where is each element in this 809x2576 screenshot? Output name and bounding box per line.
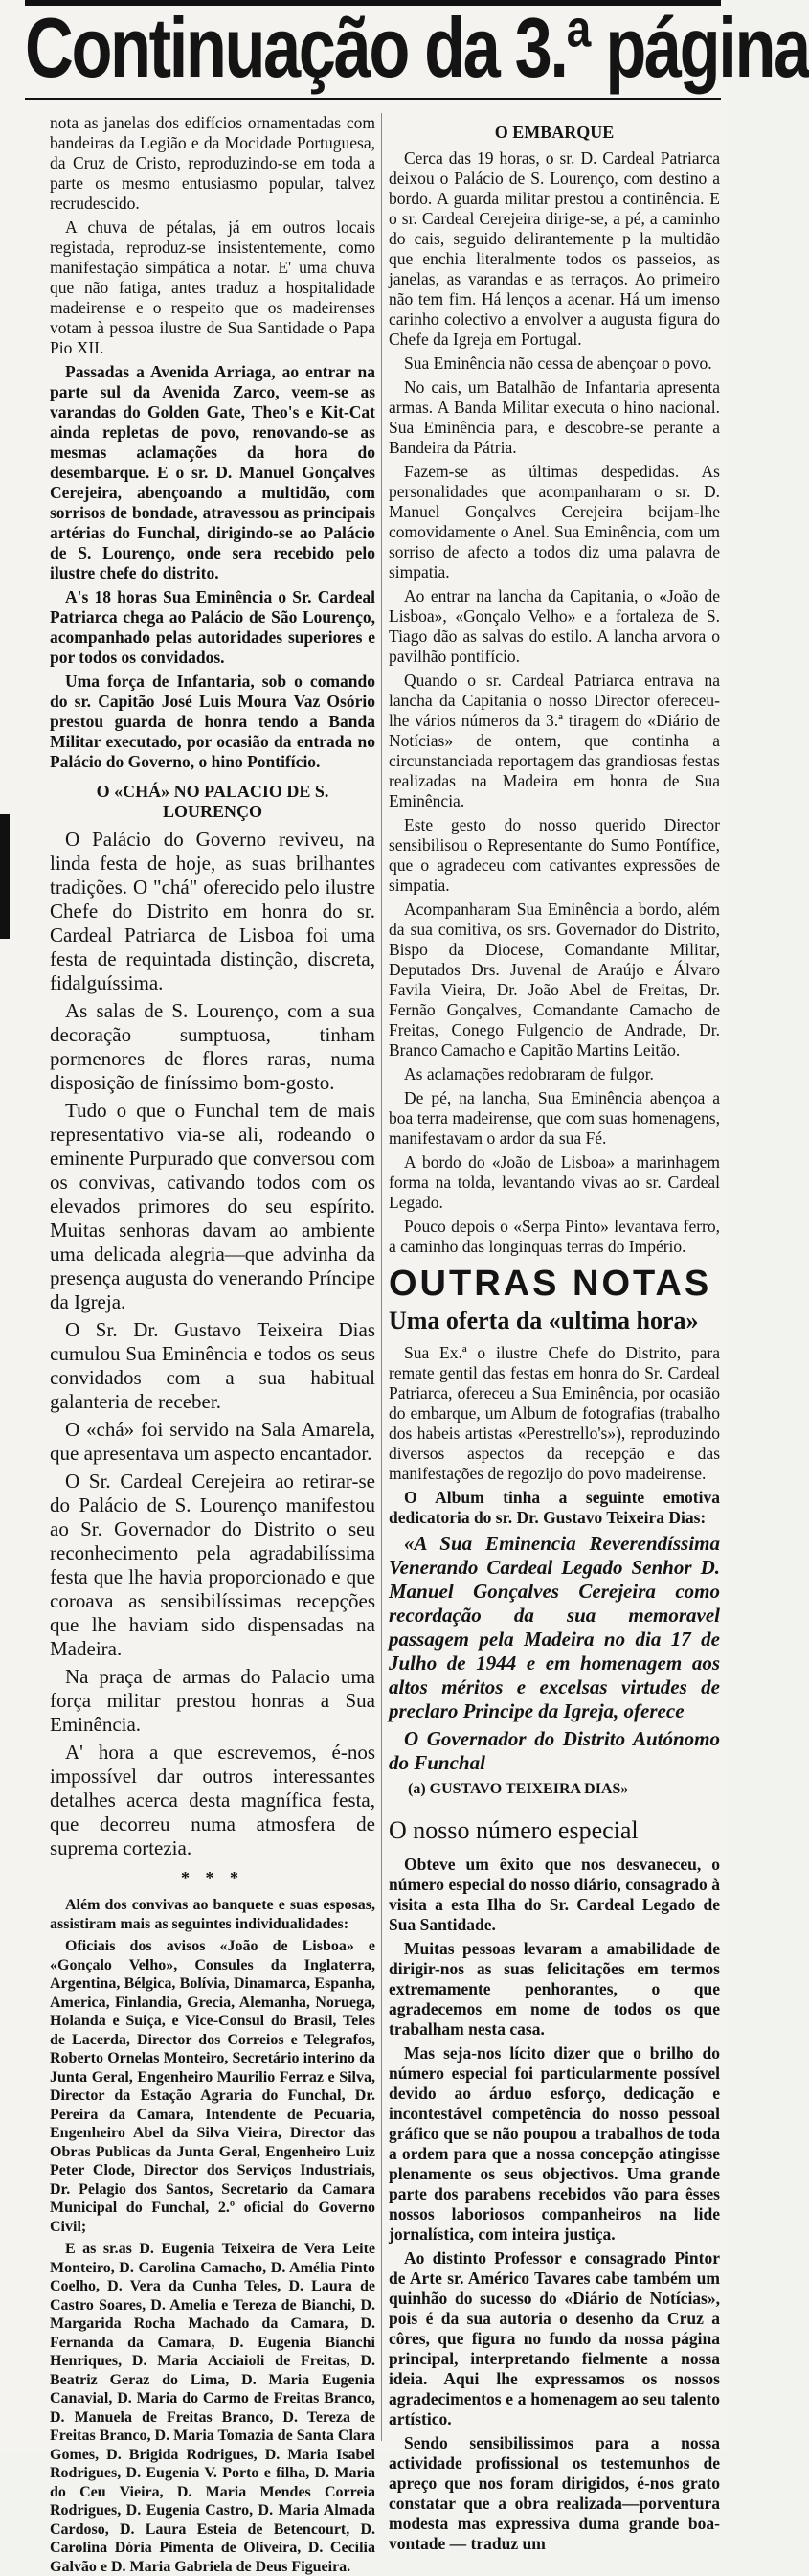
article-paragraph: Pouco depois o «Serpa Pinto» levantava ferro, a caminho das longinquas terras do Império. (389, 1217, 720, 1256)
article-paragraph: A' hora a que escrevemos, é-nos impossível dar outros interessantes detalhes acerca desta magnífica festa, que decorreu numa atmosfera de suprema cortezia. (50, 1741, 375, 1859)
article-paragraph: O Sr. Cardeal Cerejeira ao retirar-se do Palácio de S. Lourenço manifestou ao Sr. Governador do Distrito o seu reconhecimento pela agradabilíssima festa que lhe havia proporcionado e que coroava as sensibilíssimas recepções que lhe haviam sido dispensadas na Madeira. (50, 1470, 375, 1660)
right-column (389, 113, 720, 2553)
article-paragraph: Muitas pessoas levaram a amabilidade de dirigir-nos as suas felicitações em termos extremamente penhorantes, o que agradecemos em nome de todos os que trabalham nesta casa. (389, 1939, 720, 2039)
article-paragraph: nota as janelas dos edifícios ornamentadas com bandeiras da Legião e da Mocidade Portuguesa, da Cruz de Cristo, reproduzindo-se em toda a parte os mesmo entusiasmo popular, talvez recrudescido. (50, 113, 375, 213)
article-paragraph: A chuva de pétalas, já em outros locais registada, reproduz-se insistentemente, como manifestação simpática a notar. E' uma chuva que não fatiga, antes traduz a hospitalidade madeirense e o respeito que os madeirenses votam à pessoa ilustre de Sua Santidade o Papa Pio XII. (50, 217, 375, 357)
left-column (50, 113, 375, 2575)
article-paragraph: Ao distinto Professor e consagrado Pintor de Arte sr. Américo Tavares cabe também um quinhão do sucesso do «Diário de Notícias», pois é da sua autoria o desenho da Cruz a côres, que figura no fundo da nossa página principal, interpretando fielmente a nossa ideia. Aqui lhe expressamos os nossos agradecimentos e a homenagem ao seu talento artístico. (389, 2248, 720, 2428)
article-paragraph: Tudo o que o Funchal tem de mais representativo via-se ali, rodeando o eminente Purpurado que conversou com os convivas, cativando todos com os elevados primores do seu espírito. Muitas senhoras davam ao ambiente uma delicada alegria—que advinha da presença augusta do venerando Príncipe da Igreja. (50, 1099, 375, 1313)
article-paragraph: Acompanharam Sua Eminência a bordo, além da sua comitiva, os srs. Governador do Distrito, Bispo da Diocese, Comandante Militar, Deputados Drs. Juvenal de Araújo e Álvaro Favila Vieira, Dr. João Abel de Freitas, Dr. Fernão Gonçalves, Comandante Camacho de Freitas, Conego Fulgencio de Andrade, Dr. Branco Camacho e Capitão Martins Leitão. (389, 900, 720, 1060)
album-dedication: «A Sua Eminencia Reverendíssima Venerando Cardeal Legado Senhor D. Manuel Gonçalves Cerejeira como recordação da sua memoravel passagem pela Madeira no dia 17 de Julho de 1944 e em homenagem aos altos méritos e excelsas virtudes de preclaro Principe da Igreja, oferece (389, 1532, 720, 1722)
attendee-list-ladies: E as sr.as D. Eugenia Teixeira de Vera Leite Monteiro, D. Carolina Camacho, D. Amélia Pinto Coelho, D. Vera da Cunha Teles, D. Laura de Castro Soares, D. Amelia e Tereza de Bianchi, D. Margarida Rocha Machado da Camara, D. Fernanda da Camara, D. Eugenia Bianchi Henriques, D. Maria Acciaioli de Freitas, D. Beatriz Geraz do Lima, D. Maria Eugenia Canavial, D. Maria do Carmo de Freitas Branco, D. Manuela de Freitas Branco, D. Tereza de Freitas Branco, D. Maria Tomazia de Santa Clara Gomes, D. Brigida Rodrigues, D. Maria Isabel Rodrigues, D. Eugenia V. Porto e filha, D. Maria do Ceu Vieira, D. Maria Mendes Correia Rodrigues, D. Eugenia Castro, D. Maria Almada Cardoso, D. Laura Esteia de Betencourt, D. Carolina Dória Pimenta de Oliveira, D. Cecília Galvão e D. Maria Gabriela de Deus Figueira. (50, 2241, 375, 2575)
article-paragraph: No cais, um Batalhão de Infantaria apresenta armas. A Banda Militar executa o hino nacional. Sua Eminência para, e descobre-se perante a Bandeira da Pátria. (389, 377, 720, 457)
section-divider-stars: * * * (181, 1868, 244, 1887)
section-heading-cha: O «CHÁ» NO PALACIO DE S. LOURENÇO (96, 782, 329, 821)
article-paragraph: Sua Ex.ª o ilustre Chefe do Distrito, para remate gentil das festas em honra do Sr. Cardeal Patriarca, ofereceu a Sua Eminência, por ocasião do embarque, um Album de fotografias (trabalho dos habeis artistas «Perestrello's»), reproduzindo diversos aspectos da recepção e das manifestações de regozijo do povo madeirense. (389, 1343, 720, 1483)
continuation-banner (25, 0, 809, 100)
article-paragraph: O Sr. Dr. Gustavo Teixeira Dias cumulou Sua Eminência e todos os seus convidados com a sua habitual galanteria de receber. (50, 1318, 375, 1413)
article-paragraph: Quando o sr. Cardeal Patriarca entrava na lancha da Capitania o nosso Director ofereceu-lhe vários números da 3.ª tiragem do «Diário de Notícias» de ontem, que continha a circunstanciada reportagem das grandiosas festas realizadas na Madeira em honra de Sua Eminência. (389, 671, 720, 810)
article-paragraph: Uma força de Infantaria, sob o comando do sr. Capitão José Luis Moura Vaz Osório prestou guarda de honra tendo a Banda Militar executado, por ocasião da entrada no Palácio do Governo, o hino Pontifício. (50, 672, 375, 771)
section-heading-outras-notas: OUTRAS NOTAS (389, 1264, 712, 1304)
article-paragraph: Este gesto do nosso querido Director sensibilisou o Representante do Sumo Pontífice, que o agradeceu com cativantes expressões de simpatia. (389, 815, 720, 895)
scan-edge-mark (0, 814, 10, 939)
attendee-list: Oficiais dos avisos «João de Lisboa» e «Gonçalo Velho», Consules da Inglaterra, Argentina, Bélgica, Bolívia, Dinamarca, Espanha, America, Finlandia, Grecia, Alemanha, Noruega, Holanda e Suiça, e Vice-Consul do Brasil, Teles de Lacerda, Director dos Correios e Telegrafos, Roberto Ornelas Monteiro, Secretário interino da Junta Geral, Engenheiro Maurilio Ferraz e Silva, Director da Estação Agraria do Funchal, Dr. Pereira da Camara, Intendente de Pecuaria, Engenheiro Abel da Silva Vieira, Director das Obras Publicas da Junta Geral, Engenheiro Luiz Peter Clode, Director dos Serviços Industriais, Dr. Pelagio dos Santos, Secretario da Camara Municipal do Funchal, 2.º oficial do Governo Civil; (50, 1938, 375, 2235)
article-paragraph: Passadas a Avenida Arriaga, ao entrar na parte sul da Avenida Zarco, veem-se as varandas do Golden Gate, Theo's e Kit-Cat ainda repletas de povo, renovando-se as mesmas aclamações da hora do desembarque. E o sr. D. Manuel Gonçalves Cerejeira, abençoando a multidão, com sorrisos de bondade, atravessou as principais artérias do Funchal, dirigindo-se ao Palácio de S. Lourenço, onde sera recebido pelo ilustre chefe do distrito. (50, 362, 375, 582)
article-paragraph: Sua Eminência não cessa de abençoar o povo. (404, 353, 712, 373)
subheading-oferta: Uma oferta da «ultima hora» (389, 1307, 699, 1334)
article-paragraph: Ao entrar na lancha da Capitania, o «João de Lisboa», «Gonçalo Velho» e a fortaleza de S. Tiago dão as salvas do estilo. A lancha arvora o pavilhão pontifício. (389, 586, 720, 666)
column-rule (381, 113, 382, 2441)
article-paragraph: De pé, na lancha, Sua Eminência abençoa a boa terra madeirense, que com suas homenagens, manifestavam o ardor da sua Fé. (389, 1088, 720, 1148)
article-paragraph: Na praça de armas do Palacio uma força militar prestou honras a Sua Eminência. (50, 1665, 375, 1736)
article-paragraph: A's 18 horas Sua Eminência o Sr. Cardeal Patriarca chega ao Palácio de São Lourenço, acompanhado pelas autoridades superiores e por todos os convidados. (50, 587, 375, 667)
article-paragraph: As aclamações redobraram de fulgor. (404, 1064, 654, 1083)
article-paragraph: As salas de S. Lourenço, com a sua decoração sumptuosa, tinham pormenores de flores raras, numa disposição de finíssimo bom-gosto. (50, 999, 375, 1094)
article-paragraph: A bordo do «João de Lisboa» a marinhagem forma na tolda, levantando vivas ao sr. Cardeal Legado. (389, 1152, 720, 1212)
article-paragraph: Mas seja-nos lícito dizer que o brilho do número especial foi particularmente possível devido ao árduo esforço, dedicação e incontestável competência do nosso pessoal gráfico que se não poupou a trabalhos de toda a ordem para que a nossa concepção atingisse plenamente os seus objectivos. Uma grande parte dos parabens recebidos vão para êsses nossos laboriosos companheiros na lide jornalística, com inteira justiça. (389, 2043, 720, 2244)
album-dedication-signature: O Governador do Distrito Autónomo do Funchal (389, 1727, 720, 1774)
banner-title: Continuação da 3.ª página (25, 0, 809, 95)
article-paragraph: Sendo sensibilissimos para a nossa actividade profissional os testemunhos de apreço que nos foram dirigidos, é-nos grato constatar que a obra realizada—porventura modesta mas expressiva duma grande boa-vontade — traduz um (389, 2433, 720, 2553)
section-heading-embarque: O EMBARQUE (494, 123, 615, 142)
article-paragraph: Além dos convivas ao banquete e suas esposas, assistiram mais as seguintes individualidades: (50, 1897, 375, 1932)
article-paragraph: O Album tinha a seguinte emotiva dedicatoria do sr. Dr. Gustavo Teixeira Dias: (389, 1488, 720, 1527)
article-paragraph: Fazem-se as últimas despedidas. As personalidades que acompanharam o sr. D. Manuel Gonçalves Cerejeira beijam-lhe comovidamente o Anel. Sua Eminência, com um sorriso de afecto a todos diz uma palavra de simpatia. (389, 462, 720, 581)
article-paragraph: O «chá» foi servido na Sala Amarela, que apresentava um aspecto encantador. (50, 1418, 375, 1465)
subheading-numero-especial: O nosso número especial (389, 1816, 639, 1844)
article-paragraph: Cerca das 19 horas, o sr. D. Cardeal Patriarca deixou o Palácio de S. Lourenço, com destino a bordo. A guarda militar prestou a continência. E o sr. Cardeal Cerejeira dirige-se, a pé, a caminho do cais, seguido delirantemente p la multidão que enchia literalmente todos os passeios, as janelas, as varandas e as terraços. Ao primeiro não tem fim. Há lenços a acenar. Há um imenso carinho colectivo a envolver a augusta figura do Chefe da Igreja em Portugal. (389, 148, 720, 349)
article-paragraph: Obteve um êxito que nos desvaneceu, o número especial do nosso diário, consagrado à visita a esta Ilha do Sr. Cardeal Legado de Sua Santidade. (389, 1855, 720, 1934)
album-dedication-signer: (a) GUSTAVO TEIXEIRA DIAS» (408, 1781, 629, 1797)
article-paragraph: O Palácio do Governo reviveu, na linda festa de hoje, as suas brilhantes tradições. O "chá" oferecido pelo ilustre Chefe do Distrito em honra do sr. Cardeal Patriarca de Lisboa foi uma festa de requintada distinção, discreta, fidalguíssima. (50, 828, 375, 994)
